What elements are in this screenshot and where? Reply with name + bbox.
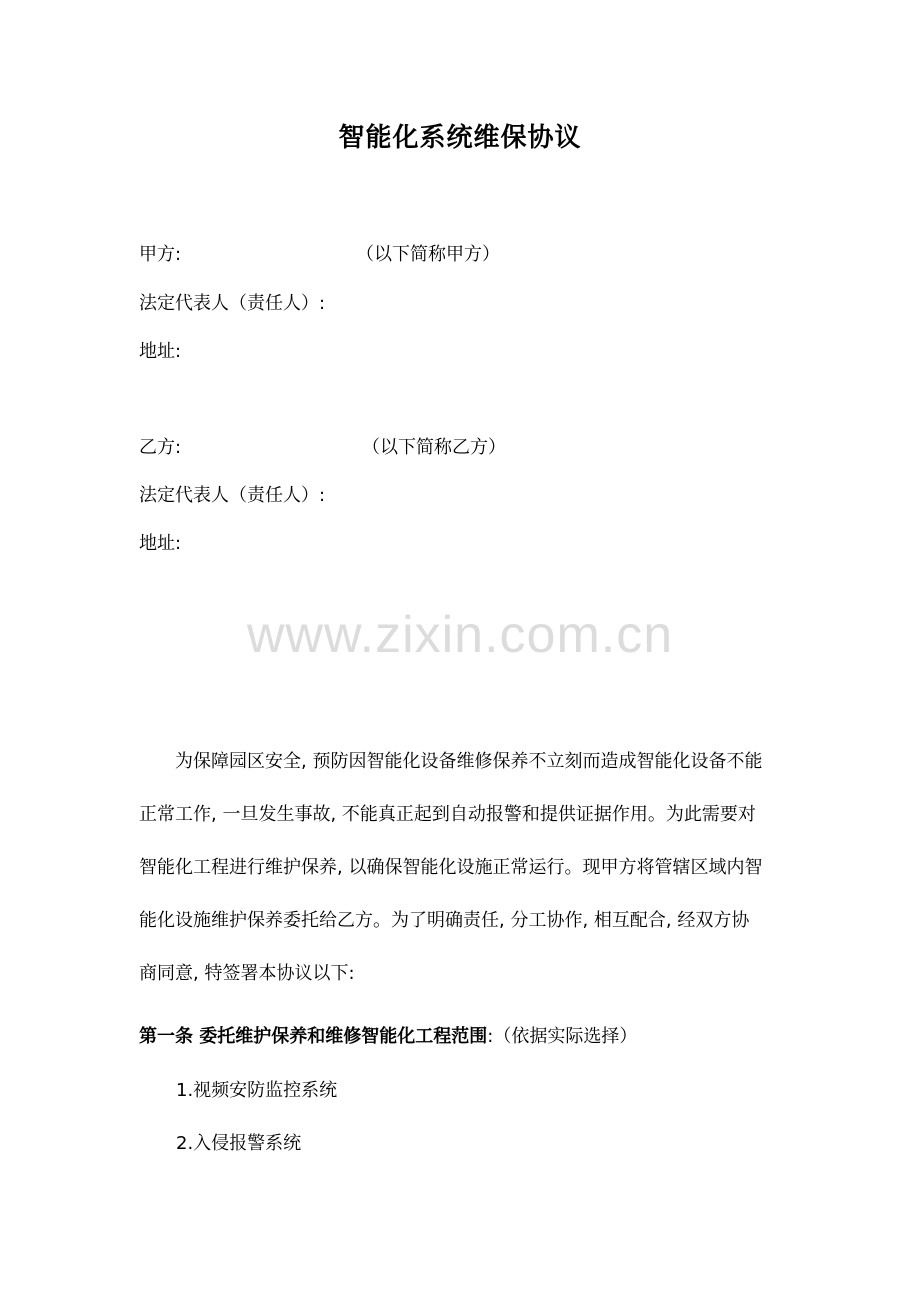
article-1-note: :（依据实际选择） <box>487 1026 638 1047</box>
intro-line: 商同意, 特签署本协议以下: <box>139 963 355 984</box>
intro-line: 为保障园区安全, 预防因智能化设备维修保养不立刻而造成智能化设备不能 <box>175 751 763 772</box>
party-a-representative-label: 法定代表人（责任人）: <box>139 293 326 314</box>
intro-paragraph <box>139 735 783 1000</box>
intro-line: 正常工作, 一旦发生事故, 不能真正起到自动报警和提供证据作用。为此需要对 <box>139 804 756 825</box>
article-1-heading: 第一条 委托维护保养和维修智能化工程范围 <box>139 1026 488 1047</box>
party-a-note: （以下简称甲方） <box>356 244 500 265</box>
party-b-label: 乙方: <box>139 437 182 458</box>
watermark: www.zixin.com.cn <box>246 606 674 664</box>
party-b-address-label: 地址: <box>139 533 182 554</box>
document-title: 智能化系统维保协议 <box>338 123 582 153</box>
party-a-address-label: 地址: <box>139 341 182 362</box>
party-b-note: （以下简称乙方） <box>362 437 506 458</box>
intro-line: 智能化工程进行维护保养, 以确保智能化设施正常运行。现甲方将管辖区域内智 <box>139 857 763 878</box>
article-1-heading-line <box>139 1023 637 1051</box>
scope-item: 2.入侵报警系统 <box>176 1133 302 1154</box>
party-a-label: 甲方: <box>139 244 182 265</box>
intro-line: 能化设施维护保养委托给乙方。为了明确责任, 分工协作, 相互配合, 经双方协 <box>139 910 750 931</box>
party-b-representative-label: 法定代表人（责任人）: <box>139 485 326 506</box>
scope-item: 1.视频安防监控系统 <box>176 1080 338 1101</box>
